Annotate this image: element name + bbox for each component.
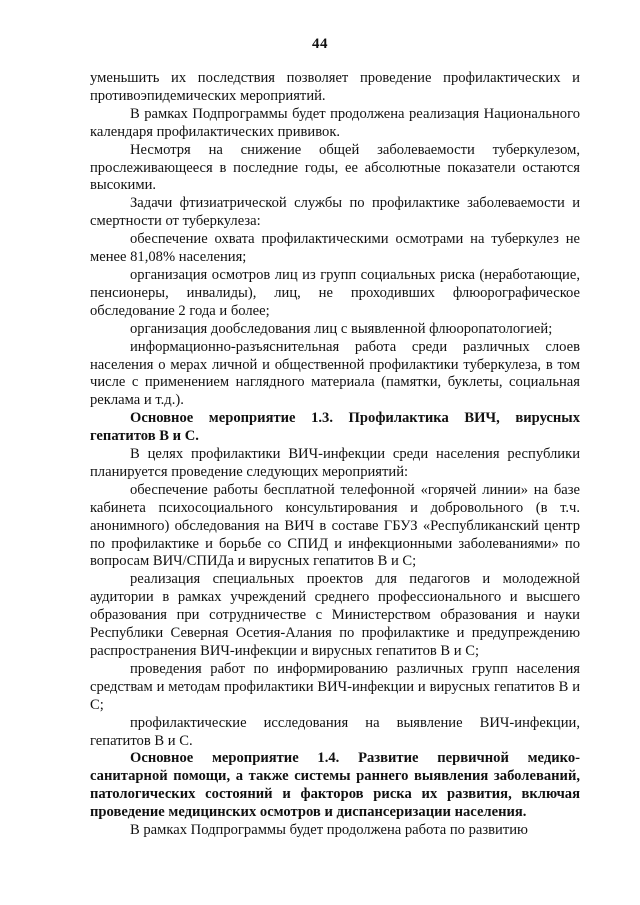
paragraph: Задачи фтизиатрической службы по профилактике заболеваемости и смертности от туберкулеза: (90, 195, 580, 230)
paragraph: В рамках Подпрограммы будет продолжена реализация Национального календаря профилактических прививок. (90, 105, 580, 140)
paragraph: обеспечение охвата профилактическими осмотрами на туберкулез не менее 81,08% населения; (90, 231, 580, 266)
paragraph: организация осмотров лиц из групп социальных риска (неработающие, пенсионеры, инвалиды), лиц, не проходивших флюорографическое обследование 2 года и более; (90, 266, 580, 319)
paragraph: обеспечение работы бесплатной телефонной «горячей линии» на базе кабинета психосоциального консультирования и добровольного (в т.ч. анонимного) обследования на ВИЧ в составе ГБУЗ «Республиканский центр по профилактике и борьбе со СПИД и инфекционными заболеваниями» по вопросам ВИЧ/СПИДа и вирусных гепатитов В и С; (90, 481, 580, 570)
paragraph: информационно-разъяснительная работа среди различных слоев населения о мерах личной и общественной профилактики туберкулеза, в том числе с применением наглядного материала (памятки, буклеты, социальная реклама и т.д.). (90, 338, 580, 409)
page-number: 44 (312, 36, 328, 52)
paragraph: реализация специальных проектов для педагогов и молодежной аудитории в рамках учреждений среднего профессионального и высшего образования при сотрудничестве с Министерством образования и науки Республики Северная Осетия-Алания по профилактике и предупреждению распространения ВИЧ-инфекции и вирусных гепатитов В и С; (90, 571, 580, 659)
paragraph: В целях профилактики ВИЧ-инфекции среди населения республики планируется проведение следующих мероприятий: (90, 446, 580, 480)
paragraph: проведения работ по информированию различных групп населения средствам и методам профилактики ВИЧ-инфекции и вирусных гепатитов В и С; (90, 660, 580, 713)
paragraph: организация дообследования лиц с выявленной флюоропатологией; (130, 320, 553, 337)
paragraph: уменьшить их последствия позволяет проведение профилактических и противоэпидемических мероприятий. (90, 70, 580, 104)
paragraph: Несмотря на снижение общей заболеваемости туберкулезом, прослеживающееся в последние годы, ее абсолютные показатели остаются высокими. (90, 141, 580, 194)
paragraph: профилактические исследования на выявление ВИЧ-инфекции, гепатитов В и С. (90, 714, 580, 749)
section-heading: Основное мероприятие 1.3. Профилактика ВИЧ, вирусных гепатитов В и С. (90, 410, 580, 445)
paragraph: В рамках Подпрограммы будет продолжена работа по развитию (130, 822, 528, 839)
document-body (90, 70, 580, 840)
section-heading: Основное мероприятие 1.4. Развитие первичной медико-санитарной помощи, а также системы раннего выявления заболеваний, патологических состояний и факторов риска их развития, включая проведение медицинских осмотров и диспансеризации населения. (90, 750, 580, 821)
